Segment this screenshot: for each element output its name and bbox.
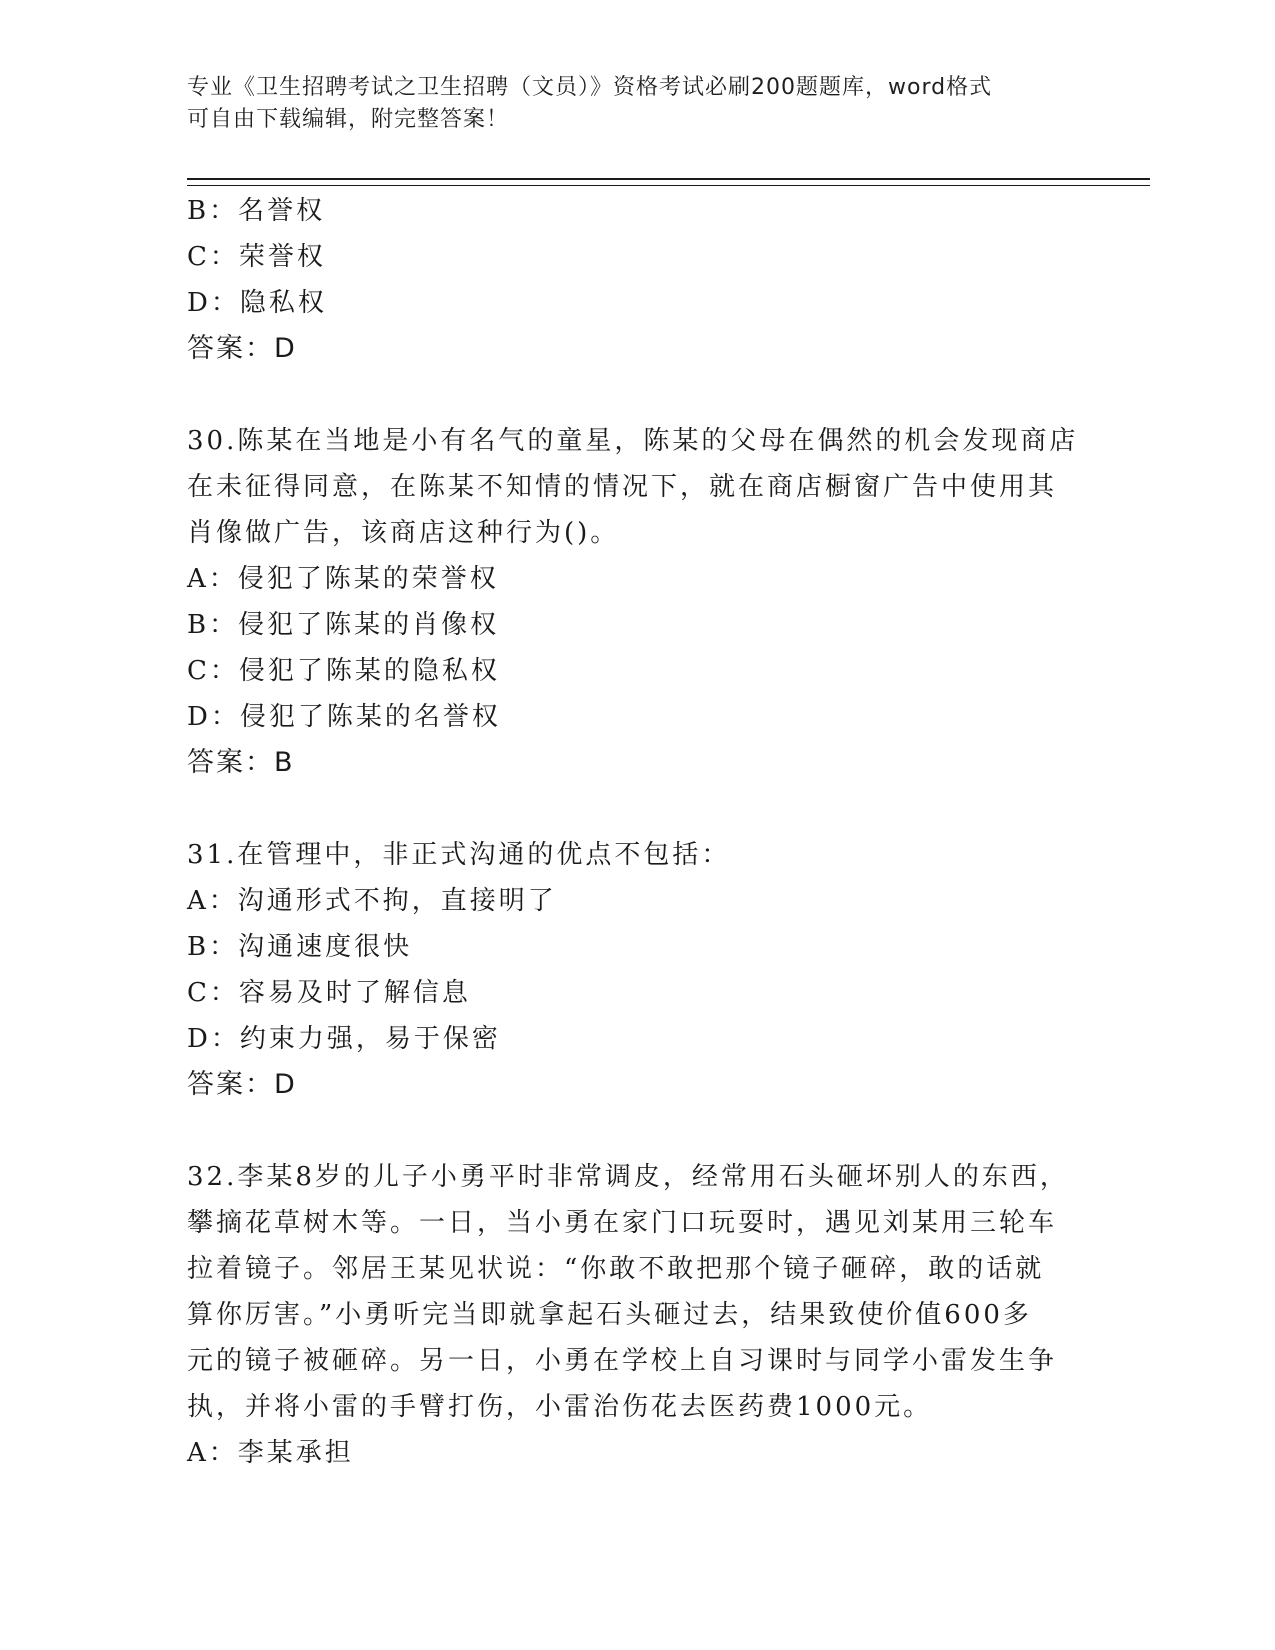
option-b: B：沟通速度很快 — [187, 932, 413, 962]
spacer — [187, 786, 1087, 832]
answer-line: 答案：D — [187, 333, 297, 364]
question-stem-line: 攀摘花草树木等。一日，当小勇在家门口玩耍时，遇见刘某用三轮车 — [187, 1208, 1058, 1238]
answer-line: 答案：B — [187, 747, 295, 778]
question-stem-line: 拉着镜子。邻居王某见状说：“你敢不敢把那个镜子砸碎，敢的话就 — [187, 1254, 1045, 1284]
question-30 — [187, 418, 1087, 786]
question-29 — [187, 188, 1087, 372]
question-stem-line: 元的镜子被砸碎。另一日，小勇在学校上自习课时与同学小雷发生争 — [187, 1346, 1058, 1376]
option-d: D：约束力强，易于保密 — [187, 1024, 501, 1054]
spacer — [187, 372, 1087, 418]
option-a: A：李某承担 — [187, 1438, 354, 1468]
option-a: A：侵犯了陈某的荣誉权 — [187, 564, 499, 594]
option-c: C：荣誉权 — [187, 242, 326, 272]
question-stem-line: 执，并将小雷的手臂打伤，小雷治伤花去医药费1000元。 — [187, 1392, 933, 1422]
spacer — [187, 1108, 1087, 1154]
question-32 — [187, 1154, 1087, 1476]
option-b: B：侵犯了陈某的肖像权 — [187, 610, 500, 640]
question-stem-line: 32.李某8岁的儿子小勇平时非常调皮，经常用石头砸坏别人的东西， — [187, 1162, 1069, 1192]
question-stem-line: 31.在管理中，非正式沟通的优点不包括： — [187, 840, 731, 870]
option-d: D：隐私权 — [187, 288, 327, 318]
document-header — [187, 72, 1087, 136]
option-d: D：侵犯了陈某的名誉权 — [187, 702, 501, 732]
answer-line: 答案：D — [187, 1069, 297, 1100]
question-stem-line: 肖像做广告，该商店这种行为()。 — [187, 518, 620, 548]
option-c: C：容易及时了解信息 — [187, 978, 471, 1008]
header-line-1: 专业《卫生招聘考试之卫生招聘（文员）》资格考试必刷200题题库，word格式 — [187, 75, 993, 100]
header-line-2: 可自由下载编辑，附完整答案！ — [187, 107, 510, 132]
option-a: A：沟通形式不拘，直接明了 — [187, 886, 557, 916]
option-b: B：名誉权 — [187, 196, 326, 226]
option-c: C：侵犯了陈某的隐私权 — [187, 656, 500, 686]
question-stem-line: 算你厉害。”小勇听完当即就拿起石头砸过去，结果致使价值600多 — [187, 1300, 1032, 1330]
question-stem-line: 在未征得同意，在陈某不知情的情况下，就在商店橱窗广告中使用其 — [187, 472, 1058, 502]
question-stem-line: 30.陈某在当地是小有名气的童星，陈某的父母在偶然的机会发现商店 — [187, 426, 1079, 456]
question-list — [187, 188, 1087, 1476]
question-31 — [187, 832, 1087, 1108]
header-divider — [187, 178, 1150, 186]
